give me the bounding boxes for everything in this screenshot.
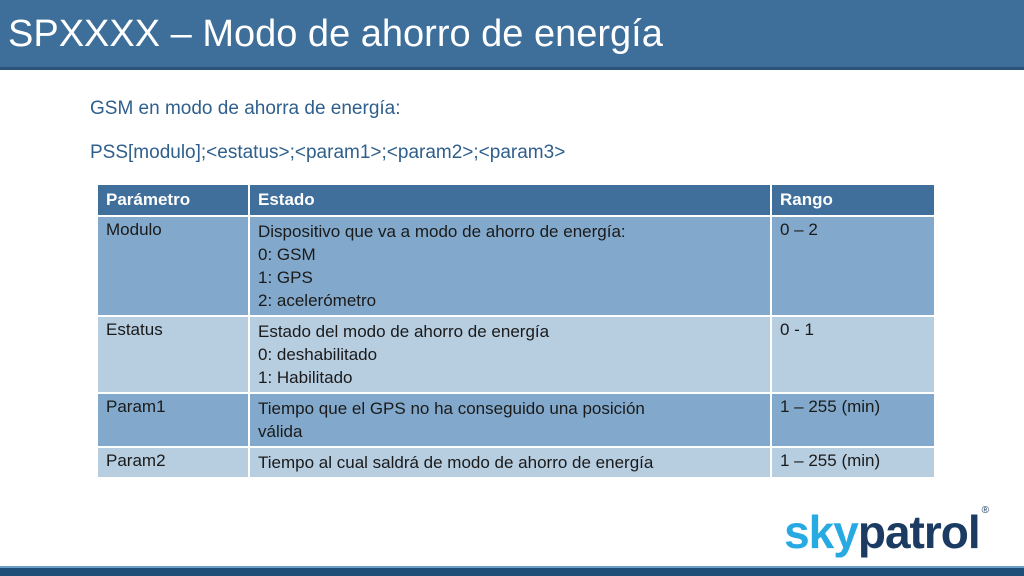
header-rango: Rango [771, 184, 935, 216]
header-parametro: Parámetro [97, 184, 249, 216]
table-row [97, 393, 935, 447]
logo-patrol: patrol [857, 506, 980, 558]
cell-estado [249, 393, 771, 447]
slide-title: SPXXXX – Modo de ahorro de energía [8, 13, 663, 55]
cell-rango: 0 – 2 [771, 216, 935, 316]
estado-line: Tiempo que el GPS no ha conseguido una posición [258, 399, 645, 418]
cell-param: Param1 [97, 393, 249, 447]
cell-estado [249, 316, 771, 393]
cell-param: Param2 [97, 447, 249, 478]
table-row [97, 447, 935, 478]
table-row [97, 216, 935, 316]
estado-line: válida [258, 422, 303, 441]
table-row [97, 316, 935, 393]
cell-estado [249, 447, 771, 478]
cell-estado [249, 216, 771, 316]
cell-rango: 1 – 255 (min) [771, 447, 935, 478]
skypatrol-logo [784, 505, 988, 559]
estado-line: 0: deshabilitado [258, 345, 378, 364]
title-bar [0, 0, 1024, 70]
estado-line: 2: acelerómetro [258, 291, 377, 310]
estado-line: Dispositivo que va a modo de ahorro de energía: [258, 222, 626, 241]
estado-line: Estado del modo de ahorro de energía [258, 322, 550, 341]
table-header-row [97, 184, 935, 216]
bottom-bar [0, 566, 1024, 576]
estado-line: Tiempo al cual saldrá de modo de ahorro de energía [258, 453, 654, 472]
cell-param: Modulo [97, 216, 249, 316]
cell-param: Estatus [97, 316, 249, 393]
registered-mark: ® [981, 505, 988, 516]
estado-line: 0: GSM [258, 245, 316, 264]
cell-rango: 0 - 1 [771, 316, 935, 393]
header-estado: Estado [249, 184, 771, 216]
subtitle: GSM en modo de ahorra de energía: [90, 98, 401, 119]
logo-sky: sky [784, 506, 858, 558]
estado-line: 1: GPS [258, 268, 313, 287]
parameters-table [96, 183, 936, 479]
estado-line: 1: Habilitado [258, 368, 353, 387]
command-syntax: PSS[modulo];<estatus>;<param1>;<param2>;<param3> [90, 142, 566, 163]
cell-rango: 1 – 255 (min) [771, 393, 935, 447]
